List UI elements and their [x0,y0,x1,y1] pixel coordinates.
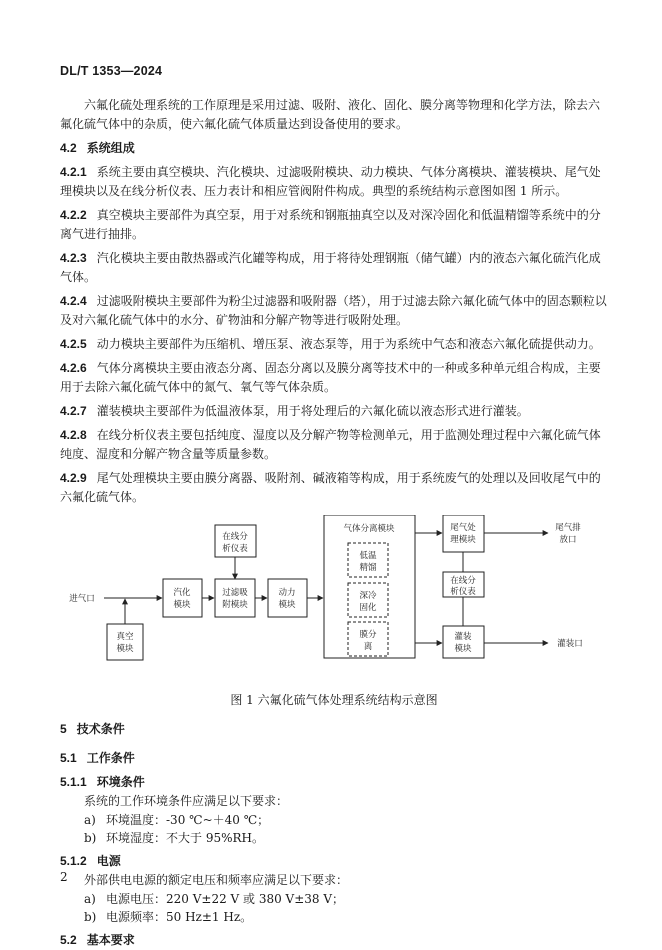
section-4-2-heading [60,139,608,158]
sub3-label-1: 膜分 [359,630,377,640]
exhaust-label-1: 尾气排 [555,523,581,533]
filter-label-2: 附模块 [222,600,248,610]
list-text: 电源频率：50 Hz±1 Hz。 [106,910,253,924]
intro-paragraph: 六氟化硫处理系统的工作原理是采用过滤、吸附、液化、固化、膜分离等物理和化学方法，除去六氟化硫气体中的杂质，使六氟化硫气体质量达到设备使用的要求。 [60,98,601,131]
section-number: 5.1.1 [60,775,87,789]
clause-text: 灌装模块主要部件为低温液体泵，用于将处理后的六氟化硫以液态形式进行灌装。 [96,404,529,418]
vaporize-label-1: 汽化 [173,588,191,598]
clause-4-2-8 [60,426,608,464]
system-structure-diagram [60,515,608,685]
power-label-2: 模块 [278,600,296,610]
page-number: 2 [60,870,68,884]
section-5-1-1-heading [60,773,608,792]
clause-number: 4.2.6 [60,361,87,375]
figure-caption: 图 1 六氟化硫气体处理系统结构示意图 [230,693,438,707]
sub2-label-2: 固化 [359,603,377,613]
section-title: 工作条件 [86,751,135,765]
filling-label-2: 模块 [454,644,472,654]
page-content [60,96,608,950]
clause-4-2-9 [60,469,608,507]
section-number: 4.2 [60,141,77,155]
section-title: 技术条件 [76,722,125,736]
list-text: 环境温度：-30 ℃~＋40 ℃； [106,813,270,827]
filter-label-1: 过滤吸 [222,588,248,598]
clause-text: 动力模块主要部件为压缩机、增压泵、液态泵等，用于为系统中气态和液态六氟化硫提供动力。 [96,337,601,351]
exhaust-label-2: 放口 [559,535,577,545]
section-5-1-2-heading [60,852,608,871]
power-lead: 外部供电电源的额定电压和频率应满足以下要求： [84,873,349,887]
list-item [60,908,608,926]
list-item [60,890,608,908]
online-top-label-2: 析仪表 [222,544,248,554]
vacuum-label-2: 模块 [116,644,134,654]
list-text: 环境湿度：不大于 95%RH。 [106,831,264,845]
section-number: 5 [60,722,67,736]
vaporize-label-2: 模块 [173,600,191,610]
clause-4-2-1 [60,163,608,201]
clause-number: 4.2.2 [60,208,87,222]
clause-number: 4.2.3 [60,251,87,265]
section-5-heading [60,720,608,739]
inlet-label: 进气口 [69,594,95,604]
section-title: 电源 [96,854,121,868]
filter-module-box [215,579,255,617]
clause-text: 汽化模块主要由散热器或汽化罐等构成，用于将待处理钢瓶（储气罐）内的液态六氟化硫汽化成气体。 [60,251,601,284]
clause-4-2-7 [60,402,608,421]
clause-4-2-6 [60,359,608,397]
list-item [60,829,608,847]
sub1-label-1: 低温 [359,551,377,561]
section-title: 环境条件 [96,775,145,789]
clause-number: 4.2.7 [60,404,87,418]
clause-text: 尾气处理模块主要由膜分离器、吸附剂、碱液箱等构成，用于系统废气的处理以及回收尾气中的六氟化硫气体。 [60,471,601,504]
clause-text: 气体分离模块主要由液态分离、固态分离以及膜分离等技术中的一种或多种单元组合构成，主要用于去除六氟化硫气体中的氮气、氧气等气体杂质。 [60,361,601,394]
clause-list [60,163,608,507]
online-right-label-1: 在线分 [450,576,476,586]
filling-label-1: 灌装 [454,632,472,642]
tail-label-1: 尾气处 [450,523,476,533]
vacuum-module-box [107,624,143,660]
section-5-2-heading [60,931,608,950]
tail-label-2: 理模块 [450,535,476,545]
clause-4-2-4 [60,292,608,330]
section-title: 系统组成 [86,141,135,155]
list-text: 电源电压：220 V±22 V 或 380 V±38 V； [106,892,345,906]
filling-outlet-label: 灌装口 [557,639,583,649]
separation-title: 气体分离模块 [343,524,395,534]
clause-number: 4.2.5 [60,337,87,351]
section-number: 5.1.2 [60,854,87,868]
section-number: 5.1 [60,751,77,765]
tail-gas-module-box [443,515,484,552]
sub1-label-2: 精馏 [359,563,377,573]
section-title: 基本要求 [86,933,135,947]
clause-4-2-2 [60,206,608,244]
online-right-label-2: 析仪表 [450,587,476,597]
sub2-label-1: 深冷 [359,591,377,601]
clause-4-2-5 [60,335,608,354]
list-marker: b) [84,831,97,845]
clause-number: 4.2.8 [60,428,87,442]
power-module-box [268,579,307,617]
vaporize-module-box [163,579,202,617]
clause-text: 过滤吸附模块主要部件为粉尘过滤器和吸附器（塔），用于过滤去除六氟化硫气体中的固态颗粒以及对六氟化硫气体中的水分、矿物油和分解产物等进行吸附处理。 [60,294,607,327]
list-item [60,811,608,829]
list-marker: b) [84,910,97,924]
document-id: DL/T 1353—2024 [60,64,163,78]
clause-number: 4.2.9 [60,471,87,485]
clause-number: 4.2.4 [60,294,87,308]
online-top-label-1: 在线分 [222,532,248,542]
vacuum-label-1: 真空 [116,632,134,642]
clause-text: 真空模块主要部件为真空泵，用于对系统和钢瓶抽真空以及对深冷固化和低温精馏等系统中的分离气进行抽排。 [60,208,601,241]
list-marker: a) [84,813,96,827]
env-lead: 系统的工作环境条件应满足以下要求： [84,794,289,808]
clause-number: 4.2.1 [60,165,87,179]
clause-text: 在线分析仪表主要包括纯度、湿度以及分解产物等检测单元，用于监测处理过程中六氟化硫气体纯度、湿度和分解产物含量等质量参数。 [60,428,601,461]
section-5-1-heading [60,749,608,768]
sub3-label-2: 离 [363,642,373,652]
list-marker: a) [84,892,96,906]
section-number: 5.2 [60,933,77,947]
clause-4-2-3 [60,249,608,287]
clause-text: 系统主要由真空模块、汽化模块、过滤吸附模块、动力模块、气体分离模块、灌装模块、尾气处理模块以及在线分析仪表、压力表计和相应管阀附件构成。典型的系统结构示意图如图 1 所示。 [60,165,601,198]
diagram-svg [60,515,608,685]
power-label-1: 动力 [278,588,296,598]
